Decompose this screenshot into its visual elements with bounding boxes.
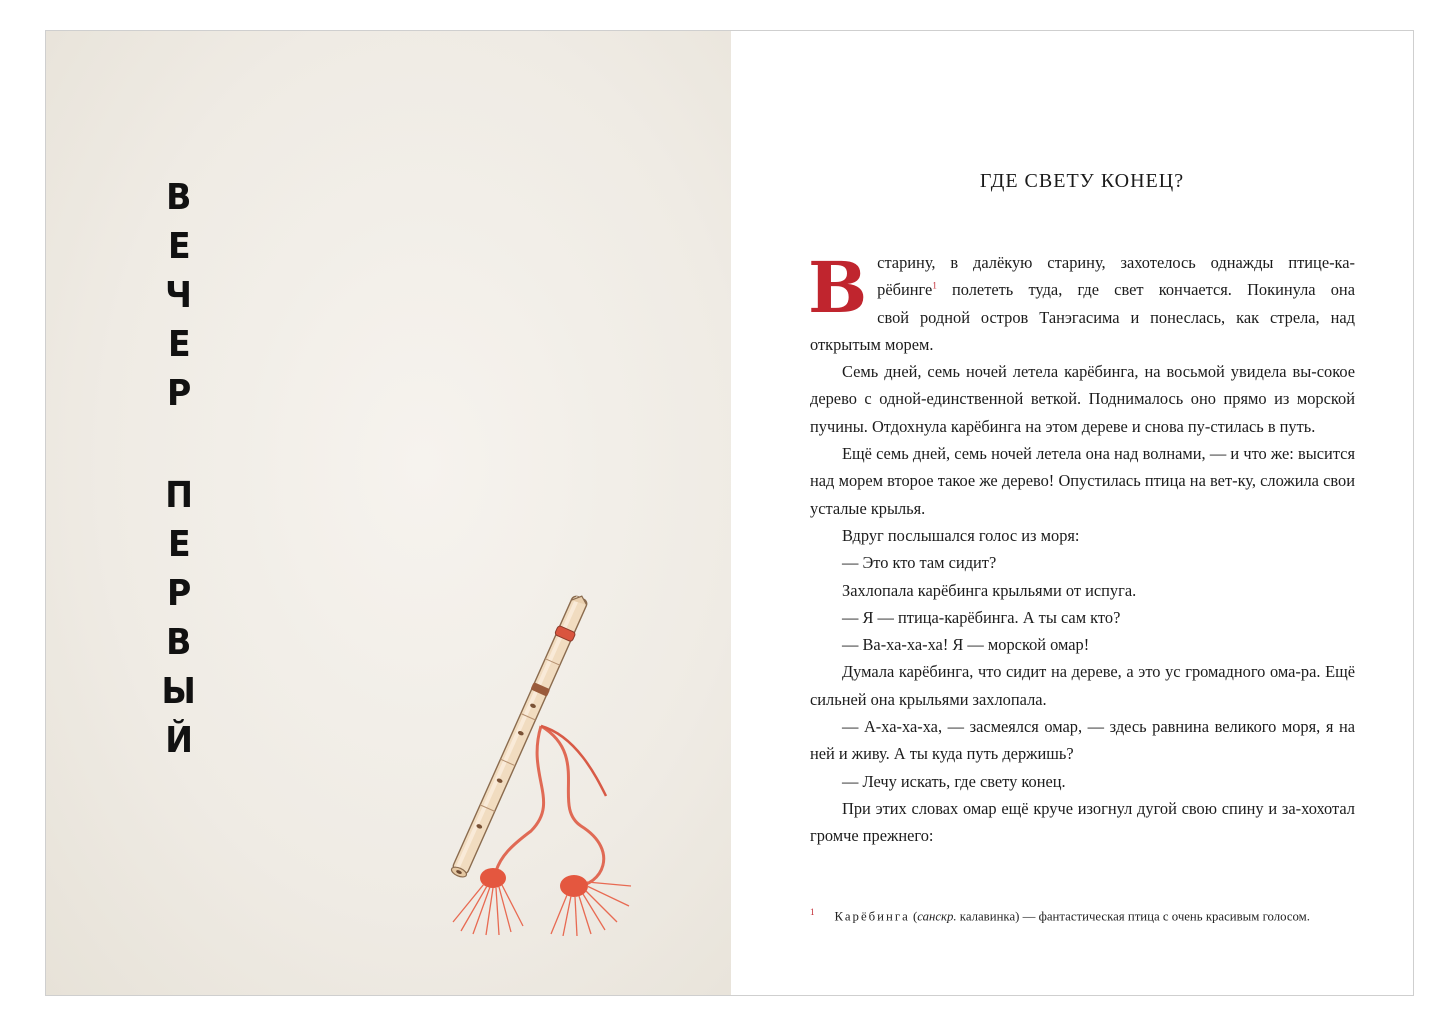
right-page — [731, 31, 1413, 995]
paragraph: — А-ха-ха-ха, — засмеялся омар, — здесь равнина великого моря, я на ней и живу. А ты куда путь держишь? — [810, 717, 1355, 764]
title-letter: Ч — [165, 275, 193, 316]
footnote-term: Карёбинга — [834, 909, 910, 924]
footnote-original: калавинка — [959, 909, 1016, 924]
text-line: старину, в далёкую старину, захотелось однажды птице-ка- — [877, 253, 1355, 272]
paragraph: — Это кто там сидит? — [842, 553, 997, 573]
flute-illustration — [391, 586, 661, 936]
paragraph: Вдруг послышался голос из моря: — [842, 525, 1080, 545]
title-letter: Е — [167, 524, 191, 565]
chapter-title: ГДЕ СВЕТУ КОНЕЦ? — [979, 170, 1185, 192]
paragraph: Захлопала карёбинга крыльями от испуга. — [842, 580, 1137, 600]
title-letter: Е — [167, 324, 191, 365]
body-text — [808, 246, 1355, 850]
footnote-number: 1 — [810, 907, 815, 917]
title-letter: В — [166, 177, 192, 218]
text-line — [810, 276, 1355, 303]
text-fragment: полететь туда, где свет кончается. Покинула она — [952, 280, 1355, 300]
vertical-title-word1 — [152, 173, 206, 418]
book-spread — [45, 30, 1414, 996]
title-letter: П — [165, 475, 193, 516]
paragraph: Ещё семь дней, семь ночей летела она над волнами, — и что же: высится над морем второе такое же дерево! Опустилась птица на вет-ку, сложила свои усталые крылья. — [810, 444, 1355, 518]
text-fragment: рёбинге — [877, 280, 933, 300]
title-letter: Ы — [161, 671, 197, 712]
paragraph: — Ва-ха-ха-ха! Я — морской омар! — [842, 635, 1090, 655]
title-letter: Й — [165, 720, 193, 761]
vertical-title-word2 — [152, 471, 206, 765]
first-paragraph — [808, 246, 1355, 358]
footnote: $^1$ Карёбинга (санскр. калавинка) — фантастическая птица с очень красивым голосом. — [810, 907, 1310, 924]
text-line: открытым морем. — [810, 334, 934, 354]
title-letter: Р — [166, 573, 192, 614]
footnote-lang: санскр. — [917, 909, 957, 924]
footnote-definition: ) — фантастическая птица с очень красивым голосом. — [1015, 909, 1310, 924]
paragraph: Думала карёбинга, что сидит на дереве, а это ус громадного ома-ра. Ещё сильней она крыльями захлопала. — [810, 662, 1355, 709]
title-letter: Е — [167, 226, 191, 267]
title-letter: Р — [166, 373, 192, 414]
title-letter: В — [166, 622, 192, 663]
paragraph: Семь дней, семь ночей летела карёбинга, на восьмой увидела вы-сокое дерево с одной-единственной веткой. Поднималось оно прямо из морской пучины. Отдохнула карёбинга на этом дереве и снова пу-стилась в путь. — [810, 362, 1355, 436]
footnote-ref[interactable]: 1 — [932, 280, 937, 291]
left-page — [46, 31, 731, 995]
paragraph: При этих словах омар ещё круче изогнул дугой свою спину и за-хохотал громче прежнего: — [810, 798, 1355, 846]
paragraph: — Лечу искать, где свету конец. — [842, 771, 1066, 791]
text-line: свой родной остров Танэгасима и понеслась, как стрела, над — [877, 307, 1355, 327]
paragraph: — Я — птица-карёбинга. А ты сам кто? — [842, 607, 1121, 627]
drop-cap: В — [808, 246, 868, 329]
